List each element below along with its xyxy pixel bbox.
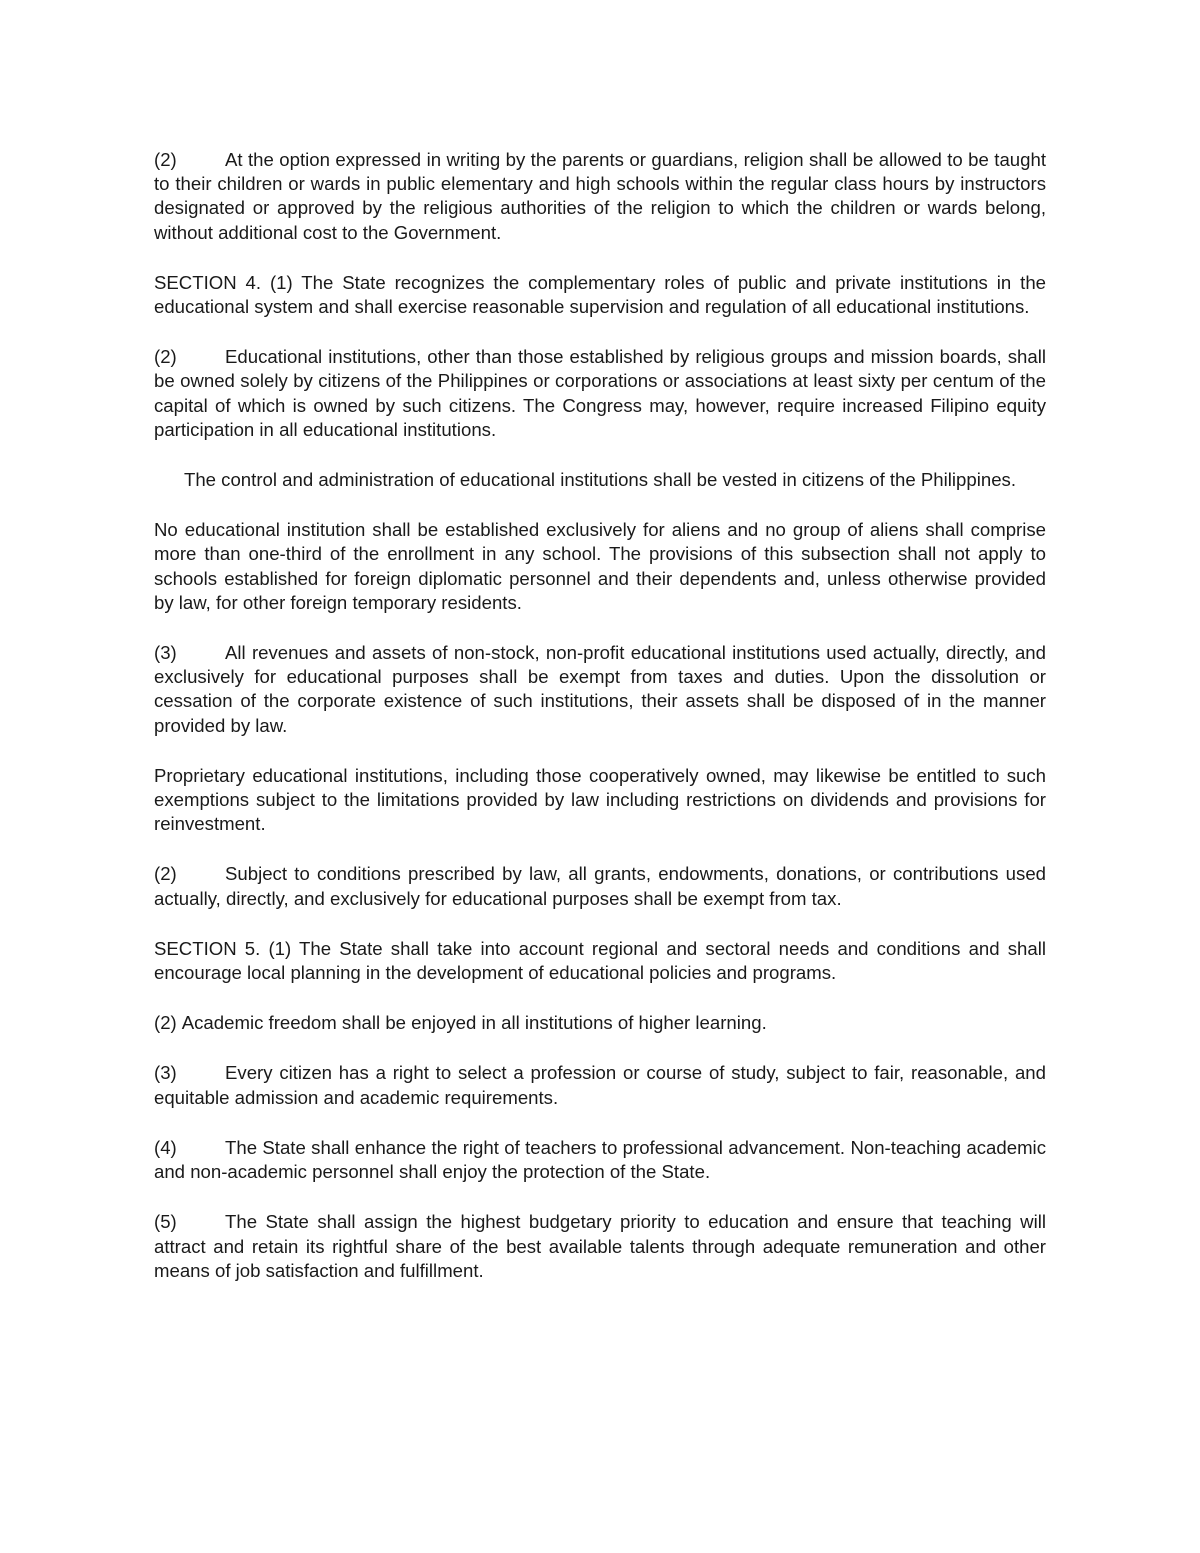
paragraph-control-administration — [154, 468, 1046, 492]
paragraph-number: (3) — [154, 642, 177, 664]
paragraph-religion-instruction — [154, 148, 1046, 245]
paragraph-grants — [154, 862, 1046, 910]
paragraph-proprietary — [154, 764, 1046, 837]
paragraph-right-to-select — [154, 1061, 1046, 1109]
paragraph-aliens — [154, 518, 1046, 615]
paragraph-text: At the option expressed in writing by the parents or guardians, religion shall be allowed to be taught to their children or wards in public elementary and high schools within the regular class hours by instructors designated or approved by the religious authorities of the religion to which the children or wards belong, without additional cost to the Government. — [154, 149, 1046, 243]
paragraph-number: (5) — [154, 1211, 177, 1233]
paragraph-number: (4) — [154, 1136, 177, 1158]
paragraph-tax-exemption — [154, 641, 1046, 738]
paragraph-text: Academic freedom shall be enjoyed in all institutions of higher learning. — [181, 1012, 767, 1034]
paragraph-ownership — [154, 345, 1046, 442]
paragraph-text: Subject to conditions prescribed by law, all grants, endowments, donations, or contributions used actually, directly, and exclusively for educational purposes shall be exempt from tax. — [154, 863, 1046, 909]
paragraph-number: (2) — [154, 149, 177, 170]
paragraph-text: Proprietary educational institutions, including those cooperatively owned, may likewise be entitled to such exemptions subject to the limitations provided by law including restrictions on dividends and provisions for reinvestment. — [154, 764, 1046, 835]
paragraph-text: All revenues and assets of non-stock, non-profit educational institutions used actually, directly, and exclusively for educational purposes shall be exempt from taxes and duties. Upon the dissolution or cessation of the corporate existence of such institutions, their assets shall be disposed of in the manner provided by law. — [154, 642, 1046, 736]
paragraph-budget-priority — [154, 1210, 1046, 1283]
paragraph-section-4 — [154, 271, 1046, 319]
paragraph-text: Every citizen has a right to select a profession or course of study, subject to fair, reasonable, and equitable admission and academic requirements. — [154, 1062, 1046, 1108]
paragraph-number: (2) — [154, 863, 177, 885]
paragraph-text: The State shall enhance the right of teachers to professional advancement. Non-teaching academic and non-academic personnel shall enjoy the protection of the State. — [154, 1136, 1046, 1183]
paragraph-text: The State shall assign the highest budgetary priority to education and ensure that teaching will attract and retain its rightful share of the best available talents through adequate remuneration and other means of job satisfaction and fulfillment. — [154, 1211, 1046, 1281]
paragraph-academic-freedom — [154, 1011, 1046, 1035]
paragraph-teachers — [154, 1136, 1046, 1184]
paragraph-number: (3) — [154, 1062, 177, 1084]
paragraph-section-5 — [154, 937, 1046, 985]
document-body — [154, 148, 1046, 1309]
paragraph-number: (2) — [154, 1012, 177, 1034]
paragraph-text: Educational institutions, other than those established by religious groups and mission boards, shall be owned solely by citizens of the Philippines or corporations or associations at least sixty per centum of the capital of which is owned by such citizens. The Congress may, however, require increased Filipino equity participation in all educational institutions. — [154, 346, 1046, 440]
paragraph-text: SECTION 4. (1) The State recognizes the complementary roles of public and private institutions in the educational system and shall exercise reasonable supervision and regulation of all educational institutions. — [154, 271, 1046, 318]
paragraph-text: No educational institution shall be established exclusively for aliens and no group of aliens shall comprise more than one-third of the enrollment in any school. The provisions of this subsection shall not apply to schools established for foreign diplomatic personnel and their dependents and, unless otherwise provided by law, for other foreign temporary residents. — [154, 519, 1046, 613]
paragraph-number: (2) — [154, 346, 177, 368]
paragraph-text: The control and administration of educational institutions shall be vested in citizens of the Philippines. — [183, 469, 1017, 491]
paragraph-text: SECTION 5. (1) The State shall take into account regional and sectoral needs and conditions and shall encourage local planning in the development of educational policies and programs. — [154, 937, 1046, 984]
